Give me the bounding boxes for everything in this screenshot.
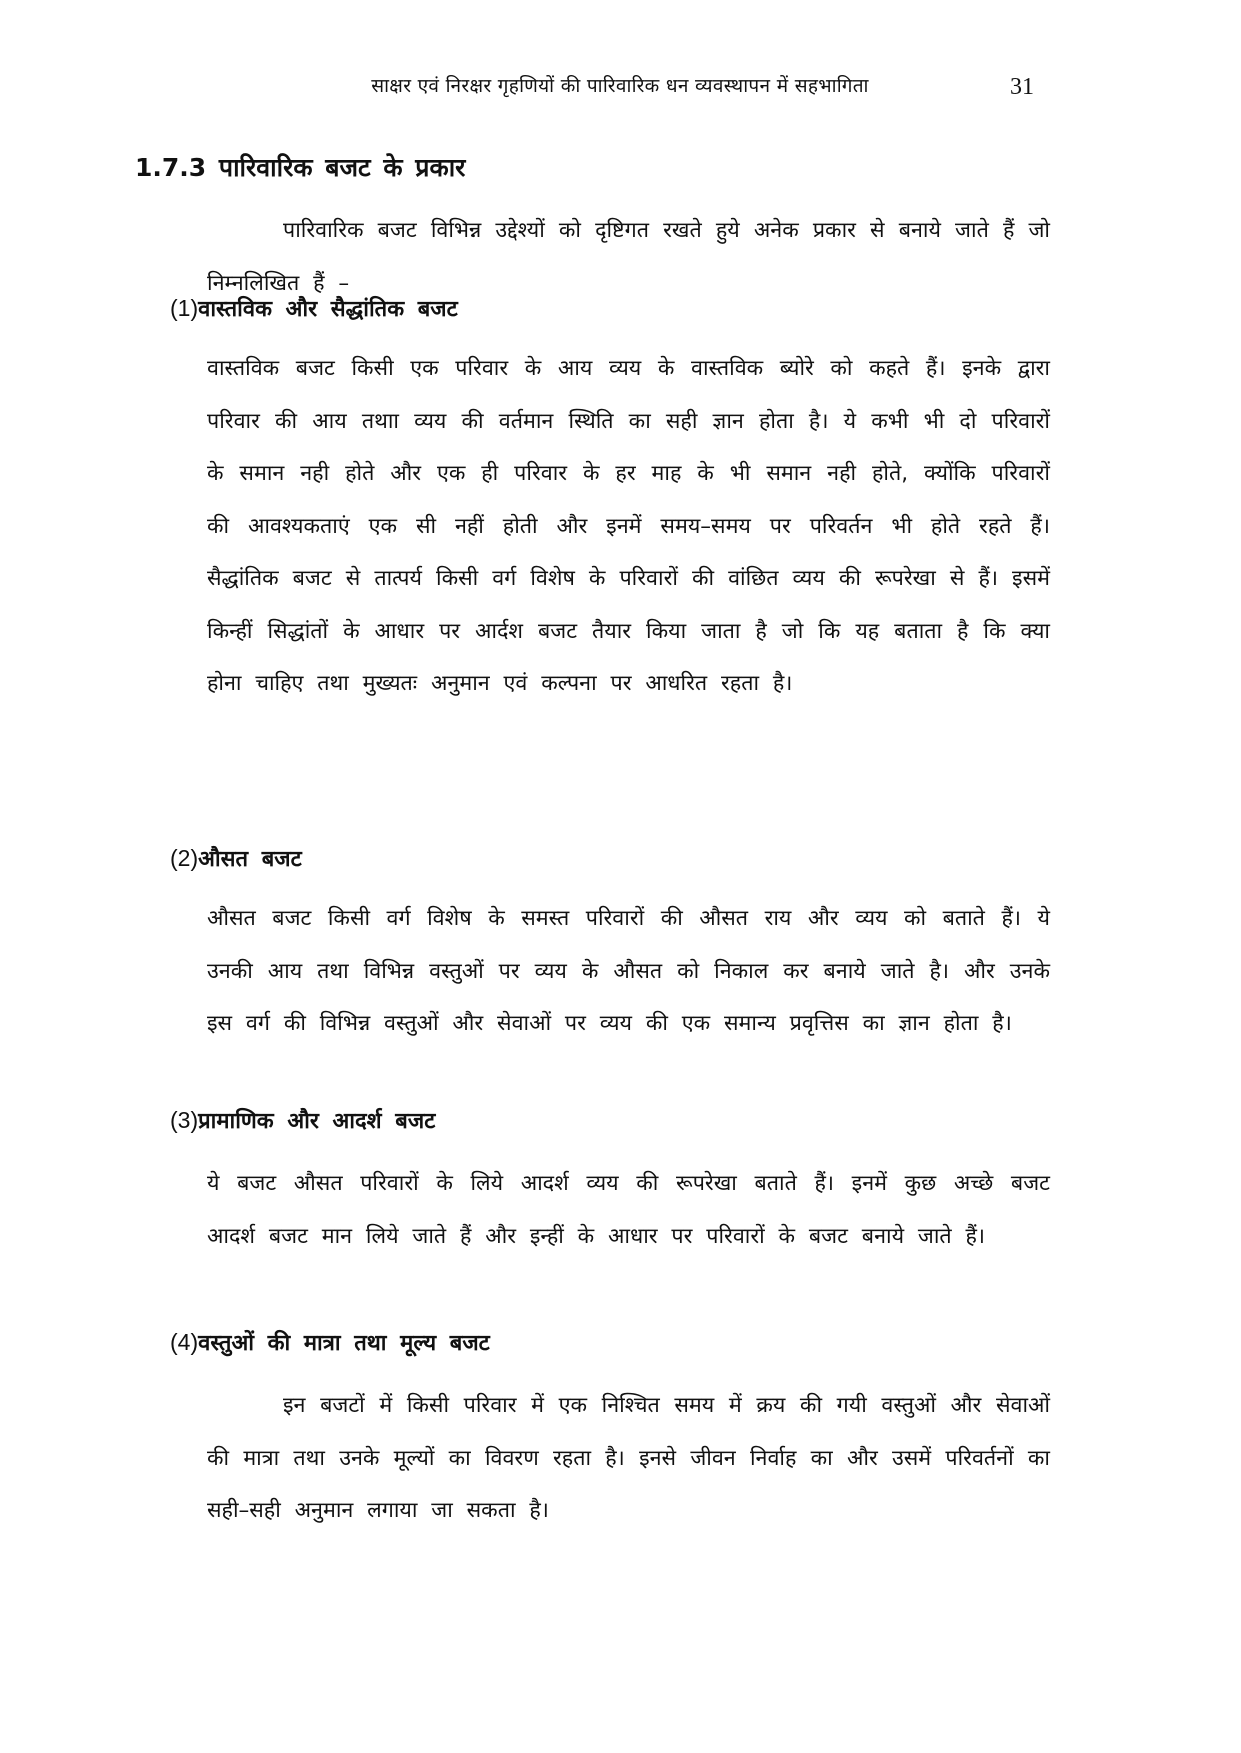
subsection-heading-1 xyxy=(170,293,458,323)
subsection-title: वास्तविक और सैद्धांतिक बजट xyxy=(198,297,458,322)
subsection-number: (4) xyxy=(170,1329,199,1355)
section-intro: पारिवारिक बजट विभिन्न उद्देश्यों को दृष्टिगत रखते हुये अनेक प्रकार से बनाये जाते हैं जो निम्नलिखित हैं – xyxy=(207,218,1050,296)
subsection-title: औसत बजट xyxy=(198,847,302,872)
subsection-body-2: औसत बजट किसी वर्ग विशेष के समस्त परिवारों की औसत राय और व्यय को बताते हैं। ये उनकी आय तथा विभिन्न वस्तुओं पर व्यय के औसत को निकाल कर बनाये जाते है। और उनके इस वर्ग की विभिन्न वस्तुओं और सेवाओं पर व्यय की एक समान्य प्रवृत्तिस का ज्ञान होता है। xyxy=(207,906,1050,1036)
section-heading: 1.7.3 पारिवारिक बजट के प्रकार xyxy=(135,153,466,182)
running-title: साक्षर एवं निरक्षर गृहणियों की पारिवारिक धन व्यवस्थापन में सहभागिता xyxy=(371,75,869,97)
subsection-heading-4 xyxy=(170,1327,490,1357)
subsection-body-4: इन बजटों में किसी परिवार में एक निश्चित समय में क्रय की गयी वस्तुओं और सेवाओं की मात्रा तथा उनके मूल्यों का विवरण रहता है। इनसे जीवन निर्वाह का और उसमें परिवर्तनों का सही–सही अनुमान लगाया जा सकता है। xyxy=(207,1393,1050,1523)
subsection-heading-2 xyxy=(170,843,302,873)
subsection-number: (2) xyxy=(170,845,199,871)
page-number: 31 xyxy=(1010,74,1034,100)
subsection-title: वस्तुओं की मात्रा तथा मूल्य बजट xyxy=(198,1331,490,1356)
subsection-body-3: ये बजट औसत परिवारों के लिये आदर्श व्यय की रूपरेखा बताते हैं। इनमें कुछ अच्छे बजट आदर्श बजट मान लिये जाते हैं और इन्हीं के आधार पर परिवारों के बजट बनाये जाते हैं। xyxy=(207,1171,1050,1249)
subsection-number: (3) xyxy=(170,1107,199,1133)
subsection-heading-3 xyxy=(170,1105,435,1135)
subsection-title: प्रामाणिक और आदर्श बजट xyxy=(198,1109,436,1134)
subsection-body-1: वास्तविक बजट किसी एक परिवार के आय व्यय के वास्तविक ब्योरे को कहते हैं। इनके द्वारा परिवार की आय तथाा व्यय की वर्तमान स्थिति का सही ज्ञान होता है। ये कभी भी दो परिवारों के समान नही होते और एक ही परिवार के हर माह के भी समान नही होते, क्योंकि परिवारों की आवश्यकताएं एक सी नहीं होती और इनमें समय–समय पर परिवर्तन भी होते रहते हैं। सैद्धांतिक बजट से तात्पर्य किसी वर्ग विशेष के परिवारों की वांछित व्यय की रूपरेखा से हैं। इसमें किन्हीं सिद्धांतों के आधार पर आर्दश बजट तैयार किया जाता है जो कि यह बताता है कि क्या होना चाहिए तथा मुख्यतः अनुमान एवं कल्पना पर आधरित रहता है। xyxy=(207,356,1050,696)
subsection-number: (1) xyxy=(170,295,199,321)
